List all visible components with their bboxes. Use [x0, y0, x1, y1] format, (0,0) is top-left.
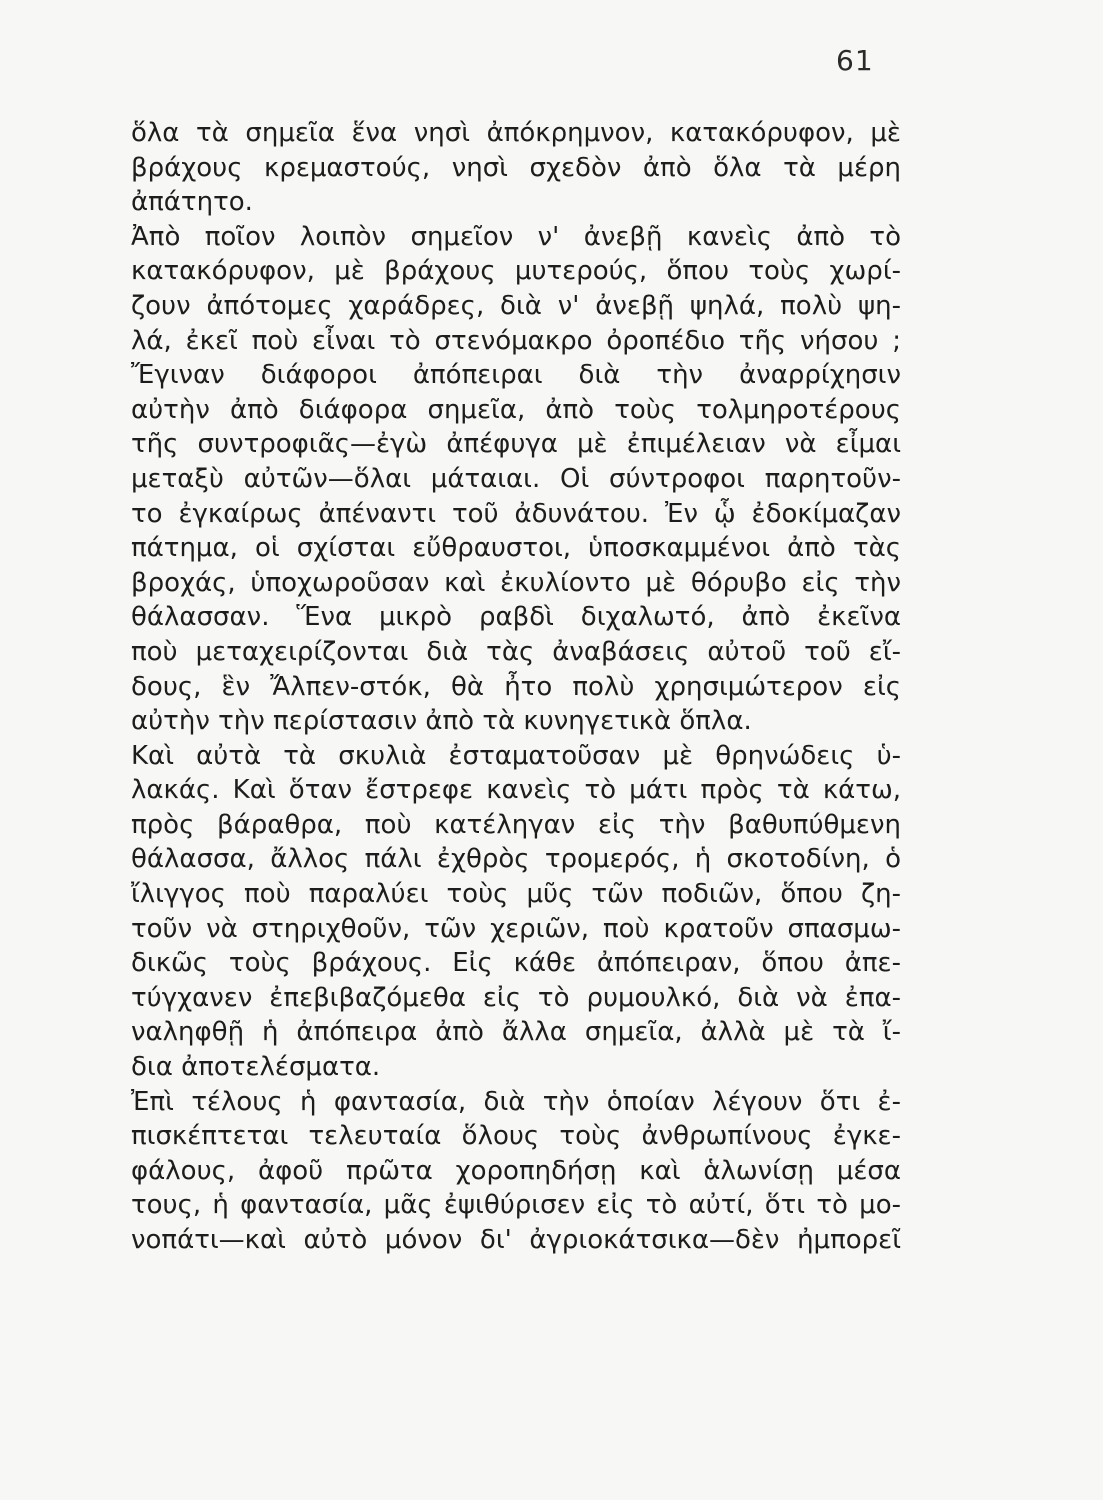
text-line: μεταξὺ αὐτῶν—ὅλαι μάταιαι. Οἱ σύντροφοι παρητοῦν- — [131, 463, 901, 494]
text-line: το ἐγκαίρως ἀπέναντι τοῦ ἀδυνάτου. Ἐν ᾧ ἐδοκίμαζαν — [131, 498, 901, 529]
text-line: δους, ἓν Ἄλπεν-στόκ, θὰ ἦτο πολὺ χρησιμώτερον εἰς — [131, 671, 901, 702]
text-line: ὅλα τὰ σημεῖα ἕνα νησὶ ἀπόκρημνον, κατακόρυφον, μὲ — [131, 118, 901, 148]
text-line: νοπάτι—καὶ αὐτὸ μόνον δι' ἀγριοκάτσικα—δὲν ἠμπορεῖ — [131, 1225, 901, 1255]
page-number: 61 — [836, 44, 874, 77]
text-line: τους, ἡ φαντασία, μᾶς ἐψιθύρισεν εἰς τὸ αὐτί, ὅτι τὸ μο- — [131, 1190, 901, 1221]
body-text — [131, 116, 901, 1258]
text-line: τοῦν νὰ στηριχθοῦν, τῶν χεριῶν, ποὺ κρατοῦν σπασμω- — [131, 913, 901, 944]
text-line: Ἀπὸ ποῖον λοιπὸν σημεῖον ν' ἀνεβῇ κανεὶς ἀπὸ τὸ — [131, 221, 901, 252]
text-line: θάλασσα, ἄλλος πάλι ἐχθρὸς τρομερός, ἡ σκοτοδίνη, ὁ — [131, 844, 901, 875]
text-line: δια ἀποτελέσματα. — [131, 1052, 381, 1083]
text-line: ἀπάτητο. — [131, 187, 253, 218]
text-line: τύγχανεν ἐπεβιβαζόμεθα εἰς τὸ ρυμουλκό, διὰ νὰ ἐπα- — [131, 982, 901, 1013]
text-line: φάλους, ἀφοῦ πρῶτα χοροπηδήσῃ καὶ ἁλωνίσῃ μέσα — [131, 1155, 901, 1186]
text-line: Ἔγιναν διάφοροι ἀπόπειραι διὰ τὴν ἀναρρίχησιν — [131, 360, 901, 391]
text-line: τῆς συντροφιᾶς—ἐγὼ ἀπέφυγα μὲ ἐπιμέλειαν νὰ εἶμαι — [131, 429, 901, 460]
text-line: πρὸς βάραθρα, ποὺ κατέληγαν εἰς τὴν βαθυπύθμενη — [131, 809, 901, 840]
text-line: βράχους κρεμαστούς, νησὶ σχεδὸν ἀπὸ ὅλα τὰ μέρη — [131, 152, 901, 183]
text-line: Ἐπὶ τέλους ἡ φαντασία, διὰ τὴν ὁποίαν λέγουν ὅτι ἐ- — [131, 1086, 901, 1117]
text-line: πισκέπτεται τελευταία ὅλους τοὺς ἀνθρωπίνους ἐγκε- — [131, 1121, 901, 1152]
text-line: δικῶς τοὺς βράχους. Εἰς κάθε ἀπόπειραν, ὅπου ἀπε- — [131, 948, 901, 979]
text-line: λακάς. Καὶ ὅταν ἔστρεφε κανεὶς τὸ μάτι πρὸς τὰ κάτω, — [131, 775, 901, 806]
text-line: ναληφθῇ ἡ ἀπόπειρα ἀπὸ ἄλλα σημεῖα, ἀλλὰ μὲ τὰ ἴ- — [131, 1017, 901, 1048]
text-line: θάλασσαν. Ἕνα μικρὸ ραβδὶ διχαλωτό, ἀπὸ ἐκεῖνα — [131, 602, 901, 633]
text-line: ἴλιγγος ποὺ παραλύει τοὺς μῦς τῶν ποδιῶν, ὅπου ζη- — [131, 879, 901, 910]
text-line: πάτημα, οἱ σχίσται εὔθραυστοι, ὑποσκαμμένοι ἀπὸ τὰς — [131, 533, 901, 564]
text-line: βροχάς, ὑποχωροῦσαν καὶ ἐκυλίοντο μὲ θόρυβο εἰς τὴν — [131, 567, 901, 598]
text-line: ποὺ μεταχειρίζονται διὰ τὰς ἀναβάσεις αὐτοῦ τοῦ εἴ- — [131, 636, 901, 667]
text-line: Καὶ αὐτὰ τὰ σκυλιὰ ἐσταματοῦσαν μὲ θρηνώδεις ὑ- — [131, 740, 901, 771]
text-line: κατακόρυφον, μὲ βράχους μυτερούς, ὅπου τοὺς χωρί- — [131, 256, 901, 287]
text-line: λά, ἐκεῖ ποὺ εἶναι τὸ στενόμακρο ὀροπέδιο τῆς νήσου ; — [131, 325, 901, 356]
text-line: ζουν ἀπότομες χαράδρες, διὰ ν' ἀνεβῇ ψηλά, πολὺ ψη- — [131, 290, 901, 321]
text-line: αὐτὴν ἀπὸ διάφορα σημεῖα, ἀπὸ τοὺς τολμηροτέρους — [131, 394, 901, 425]
text-line: αὐτὴν τὴν περίστασιν ἀπὸ τὰ κυνηγετικὰ ὅπλα. — [131, 706, 752, 737]
